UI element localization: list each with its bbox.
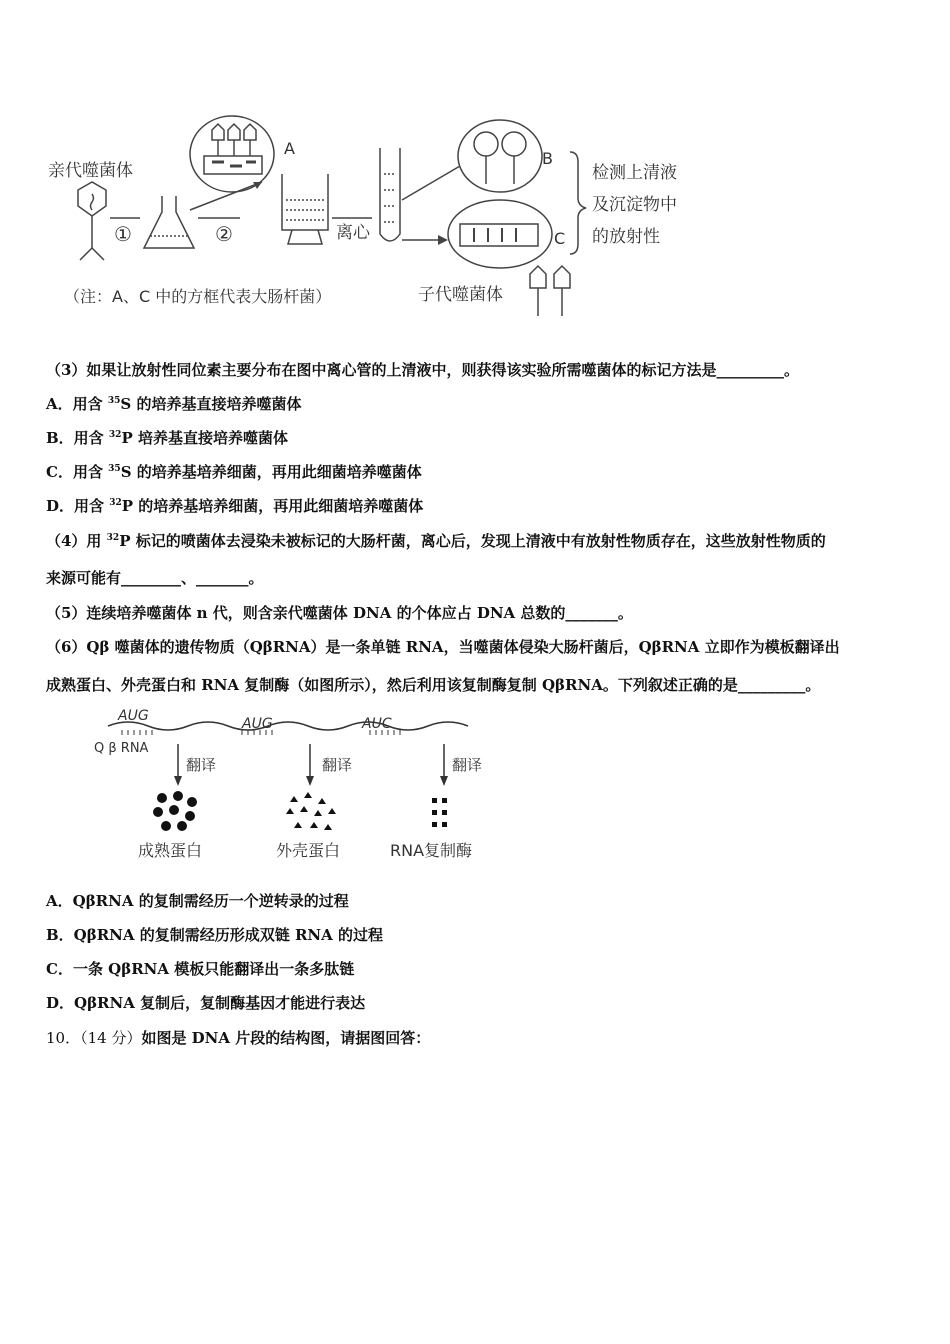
q10-score: （14 分）	[80, 1029, 142, 1047]
product-3: RNA复制酶	[390, 841, 473, 860]
q3-stem: （3）如果让放射性同位素主要分布在图中离心管的上清液中，则获得该实验所需噬菌体的标记方法是_________。	[46, 361, 799, 379]
note: （注：A、C 中的方框代表大肠杆菌）	[64, 287, 332, 306]
flask-icon	[144, 196, 194, 248]
label-c: C	[554, 229, 566, 248]
centrifuge-tube-icon	[380, 148, 400, 241]
codon-2: AUG	[242, 716, 273, 732]
detect-line1: 检测上清液	[592, 163, 677, 183]
label-offspring: 子代噬菌体	[418, 285, 503, 305]
step-2: ②	[215, 222, 233, 246]
codon-1: AUG	[118, 708, 149, 724]
step-1: ①	[114, 222, 132, 246]
q10-text: 如图是 DNA 片段的结构图，请据图回答：	[141, 1029, 431, 1047]
q4-line1: （4）用 $^{32}$P 标记的喷菌体去浸染未被标记的大肠杆菌，离心后，发现上清液中有放射性物质存在，这些放射性物质的	[46, 532, 826, 550]
circle-b-icon	[458, 120, 542, 192]
q6-option-a: A．QβRNA 的复制需经历一个逆转录的过程	[46, 892, 349, 910]
translate-2: 翻译	[322, 756, 353, 774]
rna-label: Q β RNA	[94, 741, 149, 756]
q10-stem	[46, 1028, 906, 1048]
product-2: 外壳蛋白	[276, 841, 341, 860]
capsid-protein-triangles	[286, 792, 336, 830]
label-a: A	[284, 139, 295, 158]
label-centrifuge: 离心	[336, 223, 370, 243]
circle-c-icon	[448, 200, 552, 268]
offspring-phage-icon	[530, 266, 570, 316]
product-1: 成熟蛋白	[138, 841, 203, 860]
q6-option-b: B．QβRNA 的复制需经历形成双链 RNA 的过程	[46, 926, 384, 944]
phage-experiment-figure	[40, 110, 720, 330]
translate-1: 翻译	[186, 756, 217, 774]
replicase-squares	[432, 798, 447, 827]
q6-option-d: D．QβRNA 复制后，复制酶基因才能进行表达	[46, 994, 366, 1012]
q5-stem: （5）连续培养噬菌体 n 代，则含亲代噬菌体 DNA 的个体应占 DNA 总数的_______。	[46, 604, 633, 622]
mature-protein-dots	[153, 791, 197, 831]
parent-phage-icon	[78, 182, 106, 260]
rna-strand	[108, 722, 468, 730]
q3-option-b: B．用含 $^{32}$P 培养基直接培养噬菌体	[46, 429, 288, 447]
q4-line2: 来源可能有________、_______。	[46, 569, 264, 587]
q3-option-d: D．用含 $^{32}$P 的培养基培养细菌，再用此细菌培养噬菌体	[46, 497, 424, 515]
qbeta-rna-figure	[90, 700, 530, 870]
translate-3: 翻译	[452, 756, 483, 774]
q10-number: 10．	[46, 1029, 81, 1047]
q3-option-c: C．用含 $^{35}$S 的培养基培养细菌，再用此细菌培养噬菌体	[46, 463, 422, 481]
brace	[570, 152, 586, 254]
codon-3: AUC	[362, 716, 392, 732]
q3-option-a: A．用含 $^{35}$S 的培养基直接培养噬菌体	[46, 395, 302, 413]
circle-a-icon	[190, 116, 274, 192]
label-b: B	[542, 149, 553, 168]
q6-line1: （6）Qβ 噬菌体的遗传物质（QβRNA）是一条单链 RNA，当噬菌体侵染大肠杆菌后，QβRNA 立即作为模板翻译出	[46, 638, 840, 656]
detect-line3: 的放射性	[592, 227, 660, 247]
q6-line2: 成熟蛋白、外壳蛋白和 RNA 复制酶（如图所示），然后利用该复制酶复制 QβRNA。下列叙述正确的是_________。	[46, 676, 821, 694]
beaker-icon	[282, 174, 328, 244]
detect-line2: 及沉淀物中	[592, 195, 677, 215]
q6-option-c: C．一条 QβRNA 模板只能翻译出一条多肽链	[46, 960, 355, 978]
label-parent-phage: 亲代噬菌体	[48, 161, 133, 181]
